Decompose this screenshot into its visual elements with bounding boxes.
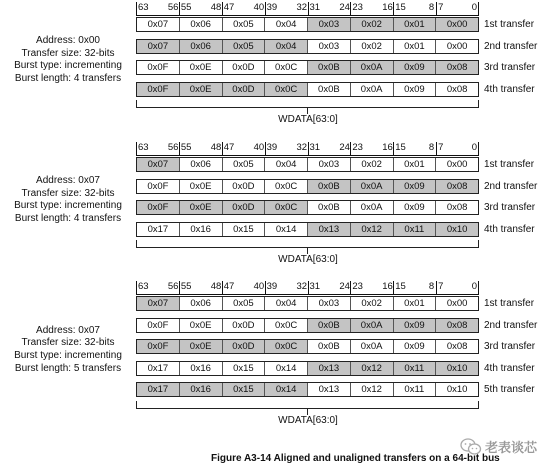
byte-lane: 0x12 [350, 383, 393, 396]
byte-lane-active: 0x0E [179, 201, 222, 214]
byte-lane: 0x06 [179, 18, 222, 31]
byte-lane-active: 0x09 [393, 180, 436, 193]
byte-lane: 0x03 [307, 158, 350, 171]
description-line: Transfer size: 32-bits [21, 47, 115, 59]
byte-lane-active: 0x0B [307, 180, 350, 193]
ruler-high-bit: 31 [309, 281, 321, 292]
byte-lane: 0x01 [393, 158, 436, 171]
byte-lane-active: 0x07 [137, 40, 179, 53]
transfer-row [136, 200, 479, 215]
byte-lane: 0x06 [179, 297, 222, 310]
ruler-high-bit: 7 [438, 281, 444, 292]
transfer-label: 1st transfer [484, 298, 535, 309]
byte-lane: 0x10 [435, 383, 478, 396]
ruler-high-bit: 15 [395, 2, 406, 13]
transfer-row [136, 222, 479, 237]
description-line: Transfer size: 32-bits [21, 187, 115, 199]
ruler-low-bit: 24 [339, 142, 350, 153]
ruler-tick [478, 2, 479, 15]
byte-lane-active: 0x13 [307, 223, 350, 236]
byte-lane-active: 0x10 [435, 362, 478, 375]
description-line: Burst type: incrementing [14, 60, 122, 72]
byte-lane: 0x08 [435, 340, 478, 353]
transfer-row [136, 179, 479, 194]
byte-lane: 0x0C [264, 319, 307, 332]
byte-lane-active: 0x13 [307, 362, 350, 375]
ruler-tick [478, 142, 479, 155]
ruler-high-bit: 55 [180, 2, 192, 13]
transfer-label: 2nd transfer [484, 40, 538, 52]
byte-lane-active: 0x08 [435, 319, 478, 332]
transfer-label: 5th transfer [484, 384, 535, 395]
ruler-low-bit: 40 [253, 2, 265, 13]
transfer-label: 4th transfer [484, 362, 535, 374]
byte-lane-active: 0x00 [435, 18, 478, 31]
bus-bracket [136, 401, 479, 409]
description-line: Address: 0x07 [36, 324, 100, 336]
ruler-low-bit: 16 [382, 2, 393, 13]
byte-lane-active: 0x0F [137, 340, 179, 353]
transfer-label: 3rd transfer [484, 62, 536, 73]
byte-lane: 0x0C [264, 61, 307, 74]
transfer-row [136, 361, 479, 376]
ruler-low-bit: 0 [471, 281, 477, 292]
ruler-baseline [136, 15, 479, 16]
byte-lane-active: 0x0C [264, 340, 307, 353]
byte-lane: 0x17 [147, 223, 169, 235]
transfer-label: 3rd transfer [484, 202, 536, 213]
description-line: Transfer size: 32-bits [21, 337, 115, 349]
ruler-high-bit: 15 [395, 142, 406, 153]
transfer-row [136, 382, 479, 397]
ruler-low-bit: 40 [253, 142, 265, 153]
byte-lane: 0x14 [264, 362, 307, 375]
byte-lane-active: 0x0B [307, 61, 350, 74]
ruler-high-bit: 7 [438, 2, 444, 13]
byte-lane-active: 0x08 [435, 180, 478, 193]
byte-lane-active: 0x11 [393, 223, 436, 236]
ruler-low-bit: 32 [296, 281, 308, 292]
description-line: Address: 0x00 [36, 35, 100, 46]
byte-lane-active: 0x12 [350, 362, 393, 375]
byte-lane: 0x11 [393, 383, 436, 396]
ruler-low-bit: 48 [210, 281, 222, 292]
ruler-high-bit: 31 [309, 2, 321, 13]
ruler-low-bit: 8 [428, 281, 435, 292]
byte-lane-active: 0x10 [435, 223, 478, 236]
ruler-high-bit: 55 [180, 142, 192, 153]
byte-lane: 0x08 [435, 201, 478, 214]
transfer-row [136, 60, 479, 75]
byte-lane: 0x06 [179, 158, 222, 171]
byte-lane: 0x02 [350, 297, 393, 310]
ruler-high-bit: 63 [138, 2, 149, 13]
description-line: Burst length: 5 transfers [14, 362, 122, 374]
ruler-low-bit: 8 [428, 2, 435, 13]
ruler-low-bit: 56 [167, 142, 179, 153]
byte-lane: 0x00 [435, 40, 478, 53]
byte-lane: 0x0D [222, 180, 265, 193]
byte-lane-active: 0x0C [264, 201, 307, 214]
ruler-high-bit: 39 [266, 281, 278, 292]
byte-lane-active: 0x0A [350, 319, 393, 332]
bit-ruler [136, 2, 479, 16]
ruler-high-bit: 15 [395, 281, 406, 292]
byte-lane-active: 0x17 [137, 383, 179, 396]
ruler-low-bit: 32 [296, 2, 308, 13]
ruler-high-bit: 39 [266, 2, 278, 13]
ruler-low-bit: 24 [339, 2, 350, 13]
bus-label: WDATA[63:0] [278, 254, 338, 265]
ruler-tick [478, 281, 479, 294]
byte-lane: 0x00 [435, 158, 478, 171]
transfer-label: 2nd transfer [484, 319, 538, 331]
byte-lane-active: 0x02 [350, 18, 393, 31]
transfer-row [136, 82, 479, 97]
transfer-row [136, 296, 479, 311]
byte-lane-active: 0x0A [350, 180, 393, 193]
ruler-low-bit: 0 [471, 2, 477, 13]
byte-lane: 0x15 [222, 362, 265, 375]
byte-lane: 0x0B [307, 340, 350, 353]
ruler-low-bit: 56 [167, 2, 179, 13]
byte-lane: 0x0F [147, 180, 169, 192]
byte-lane-active: 0x03 [307, 18, 350, 31]
ruler-high-bit: 23 [352, 281, 363, 292]
byte-lane-active: 0x0C [264, 83, 307, 96]
byte-lane: 0x0C [264, 180, 307, 193]
transfer-label: 3rd transfer [484, 341, 536, 352]
byte-lane-active: 0x0D [222, 83, 265, 96]
byte-lane: 0x07 [147, 19, 169, 30]
byte-lane: 0x03 [307, 297, 350, 310]
ruler-high-bit: 63 [138, 142, 149, 153]
figure-caption: Figure A3-14 Aligned and unaligned transfers on a 64-bit bus [211, 453, 500, 464]
byte-lane: 0x05 [222, 297, 265, 310]
byte-lane: 0x0E [179, 180, 222, 193]
transfer-description [4, 325, 132, 375]
bus-label: WDATA[63:0] [278, 114, 338, 125]
byte-lane-active: 0x0D [222, 201, 265, 214]
transfer-label: 4th transfer [484, 83, 535, 95]
byte-lane: 0x00 [435, 297, 478, 310]
transfer-row [136, 157, 479, 172]
byte-lane: 0x14 [264, 223, 307, 236]
byte-lane: 0x0D [222, 61, 265, 74]
byte-lane-active: 0x07 [137, 297, 179, 310]
description-line: Address: 0x07 [36, 175, 100, 186]
byte-lane: 0x16 [179, 223, 222, 236]
ruler-high-bit: 63 [138, 281, 149, 292]
ruler-baseline [136, 155, 479, 156]
byte-lane: 0x01 [393, 297, 436, 310]
byte-lane: 0x0A [350, 340, 393, 353]
ruler-high-bit: 47 [223, 2, 235, 13]
byte-lane-active: 0x15 [222, 383, 265, 396]
ruler-high-bit: 47 [223, 281, 235, 292]
byte-lane: 0x0B [307, 83, 350, 96]
byte-lane: 0x04 [264, 18, 307, 31]
byte-lane: 0x0A [350, 83, 393, 96]
byte-lane: 0x0E [179, 61, 222, 74]
byte-lane-active: 0x12 [350, 223, 393, 236]
byte-lane: 0x09 [393, 201, 436, 214]
byte-lane: 0x09 [393, 83, 436, 96]
bit-ruler [136, 281, 479, 295]
ruler-high-bit: 47 [223, 142, 235, 153]
bus-bracket [136, 240, 479, 248]
byte-lane: 0x09 [393, 340, 436, 353]
byte-lane-active: 0x14 [264, 383, 307, 396]
transfer-row [136, 318, 479, 333]
byte-lane: 0x0E [179, 319, 222, 332]
byte-lane: 0x0D [222, 319, 265, 332]
byte-lane-active: 0x0E [179, 83, 222, 96]
ruler-low-bit: 48 [210, 2, 222, 13]
byte-lane: 0x04 [264, 297, 307, 310]
byte-lane: 0x05 [222, 18, 265, 31]
description-line: Burst length: 4 transfers [14, 72, 122, 84]
byte-lane-active: 0x0F [137, 201, 179, 214]
ruler-baseline [136, 294, 479, 295]
ruler-high-bit: 39 [266, 142, 278, 153]
byte-lane-active: 0x11 [393, 362, 436, 375]
transfer-description [4, 175, 132, 225]
transfer-description [4, 35, 132, 85]
wechat-icon [460, 438, 482, 456]
byte-lane-active: 0x01 [393, 18, 436, 31]
ruler-low-bit: 16 [382, 281, 393, 292]
watermark-text: 老表谈芯 [485, 440, 538, 455]
byte-lane-active: 0x0A [350, 61, 393, 74]
ruler-low-bit: 8 [428, 142, 435, 153]
byte-lane: 0x02 [350, 158, 393, 171]
ruler-low-bit: 40 [253, 281, 265, 292]
transfer-row [136, 17, 479, 32]
transfer-label: 1st transfer [484, 19, 535, 30]
ruler-low-bit: 32 [296, 142, 308, 153]
description-line: Burst length: 4 transfers [14, 212, 122, 224]
byte-lane: 0x0F [147, 319, 169, 331]
ruler-low-bit: 24 [339, 281, 350, 292]
ruler-low-bit: 56 [167, 281, 179, 292]
byte-lane-active: 0x0E [179, 340, 222, 353]
ruler-low-bit: 0 [471, 142, 477, 153]
transfer-row [136, 339, 479, 354]
byte-lane-active: 0x06 [179, 40, 222, 53]
byte-lane-active: 0x16 [179, 383, 222, 396]
byte-lane-active: 0x0F [137, 83, 179, 96]
byte-lane: 0x03 [307, 40, 350, 53]
byte-lane-active: 0x07 [137, 158, 179, 171]
ruler-low-bit: 16 [382, 142, 393, 153]
byte-lane: 0x02 [350, 40, 393, 53]
transfer-label: 1st transfer [484, 159, 535, 170]
bit-ruler [136, 142, 479, 156]
byte-lane: 0x08 [435, 83, 478, 96]
byte-lane-active: 0x09 [393, 319, 436, 332]
description-line: Burst type: incrementing [14, 200, 122, 212]
byte-lane: 0x05 [222, 158, 265, 171]
description-line: Burst type: incrementing [14, 349, 122, 361]
transfer-label: 4th transfer [484, 223, 535, 235]
byte-lane: 0x13 [307, 383, 350, 396]
byte-lane-active: 0x0B [307, 319, 350, 332]
byte-lane-active: 0x09 [393, 61, 436, 74]
transfer-label: 2nd transfer [484, 180, 538, 192]
bus-label: WDATA[63:0] [278, 414, 338, 426]
byte-lane: 0x17 [147, 362, 169, 374]
byte-lane: 0x16 [179, 362, 222, 375]
byte-lane-active: 0x04 [264, 40, 307, 53]
byte-lane: 0x0F [147, 62, 169, 73]
byte-lane: 0x0A [350, 201, 393, 214]
bus-bracket [136, 100, 479, 108]
ruler-high-bit: 55 [180, 281, 192, 292]
byte-lane: 0x01 [393, 40, 436, 53]
transfer-row [136, 39, 479, 54]
watermark [460, 437, 537, 456]
ruler-low-bit: 48 [210, 142, 222, 153]
byte-lane: 0x15 [222, 223, 265, 236]
ruler-high-bit: 31 [309, 142, 321, 153]
byte-lane-active: 0x05 [222, 40, 265, 53]
byte-lane-active: 0x08 [435, 61, 478, 74]
ruler-high-bit: 23 [352, 142, 363, 153]
ruler-high-bit: 7 [438, 142, 444, 153]
byte-lane: 0x0B [307, 201, 350, 214]
byte-lane-active: 0x0D [222, 340, 265, 353]
ruler-high-bit: 23 [352, 2, 363, 13]
byte-lane: 0x04 [264, 158, 307, 171]
